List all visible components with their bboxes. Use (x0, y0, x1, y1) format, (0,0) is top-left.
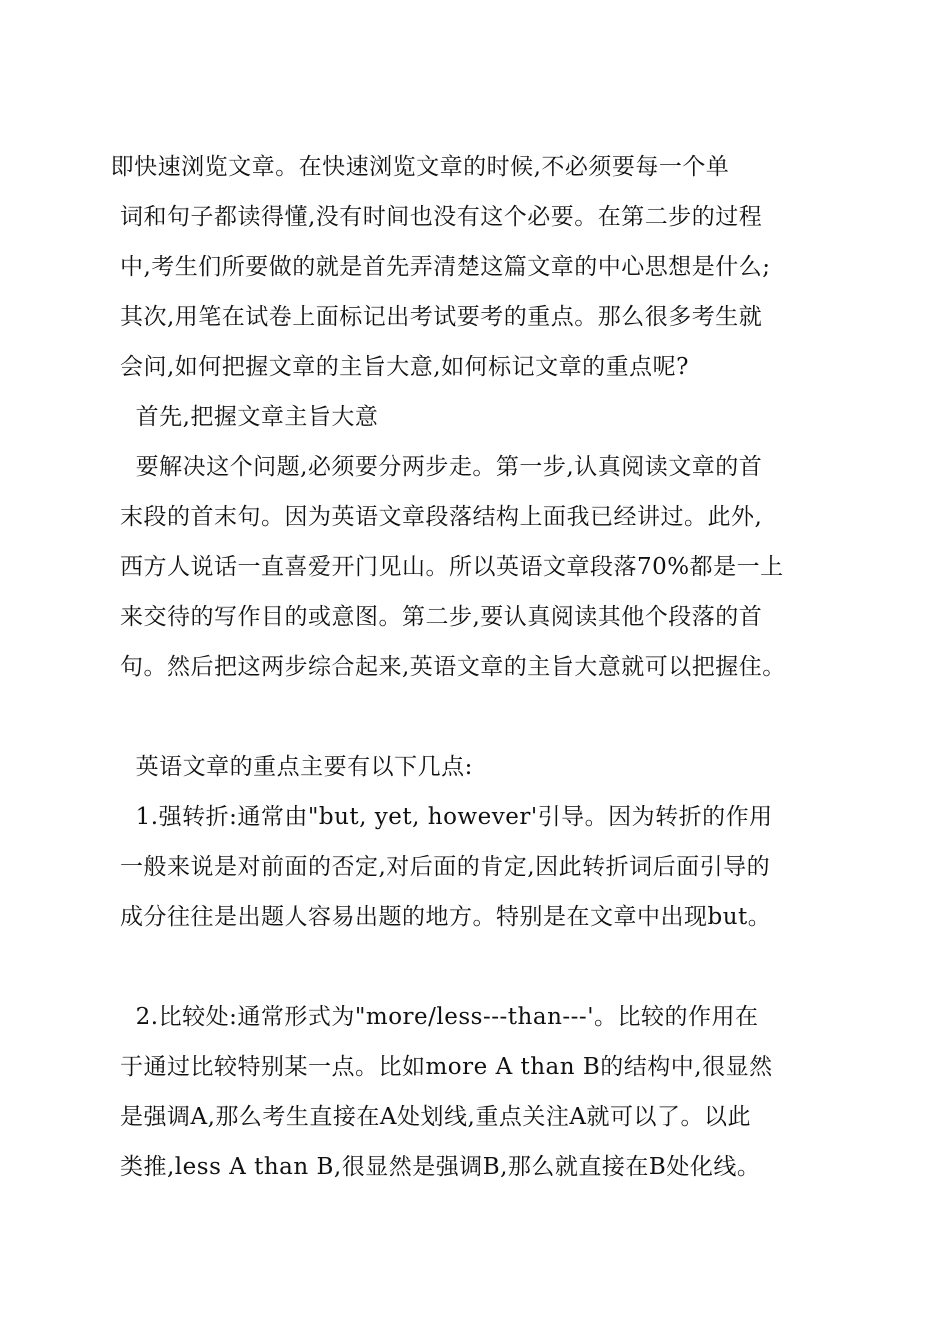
text-line: 要解决这个问题,必须要分两步走。第一步,认真阅读文章的首 (120, 454, 763, 480)
text-line: 成分往往是出题人容易出题的地方。特别是在文章中出现but。 (120, 904, 772, 930)
text-line: 英语文章的重点主要有以下几点: (120, 754, 473, 780)
text-line: 是强调A,那么考生直接在A处划线,重点关注A就可以了。以此 (120, 1104, 751, 1130)
text-line: 末段的首末句。因为英语文章段落结构上面我已经讲过。此外, (120, 504, 763, 530)
text-line: 2.比较处:通常形式为"more/less---than---'。比较的作用在 (120, 1004, 759, 1030)
text-line: 1.强转折:通常由"but, yet, however'引导。因为转折的作用 (120, 804, 773, 830)
text-line: 西方人说话一直喜爱开门见山。所以英语文章段落70%都是一上 (120, 554, 784, 580)
text-line: 中,考生们所要做的就是首先弄清楚这篇文章的中心思想是什么; (120, 254, 771, 280)
text-line: 词和句子都读得懂,没有时间也没有这个必要。在第二步的过程 (120, 204, 763, 230)
text-line: 来交待的写作目的或意图。第二步,要认真阅读其他个段落的首 (120, 604, 763, 630)
text-line: 一般来说是对前面的否定,对后面的肯定,因此转折词后面引导的 (120, 854, 771, 880)
text-line: 即快速浏览文章。在快速浏览文章的时候,不必须要每一个单 (95, 154, 730, 180)
text-line: 其次,用笔在试卷上面标记出考试要考的重点。那么很多考生就 (120, 304, 763, 330)
text-line: 类推,less A than B,很显然是强调B,那么就直接在B处化线。 (120, 1154, 761, 1180)
text-line: 于通过比较特别某一点。比如more A than B的结构中,很显然 (120, 1054, 773, 1080)
text-line: 会问,如何把握文章的主旨大意,如何标记文章的重点呢? (120, 354, 689, 380)
text-line: 句。然后把这两步综合起来,英语文章的主旨大意就可以把握住。 (120, 654, 786, 680)
section-heading: 首先,把握文章主旨大意 (120, 404, 379, 430)
